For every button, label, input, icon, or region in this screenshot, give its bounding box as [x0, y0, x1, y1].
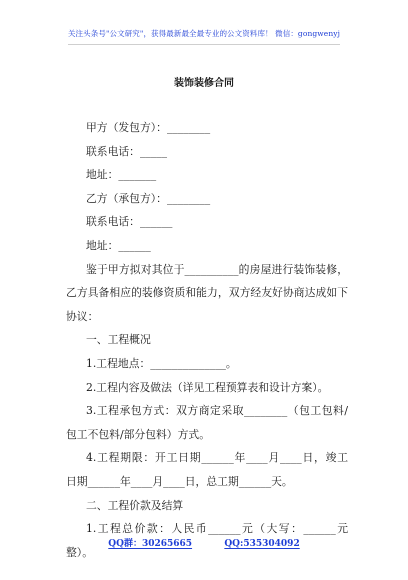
- contract-line: 2.工程内容及做法（详见工程预算表和设计方案）。: [86, 380, 329, 394]
- contract-body: [66, 116, 348, 564]
- contract-line: 乙方（承包方）：________: [86, 191, 211, 205]
- contract-line: 一、工程概况: [86, 333, 151, 347]
- contract-line: 鉴于甲方拟对其位于__________的房屋进行装饰装修，: [86, 262, 348, 276]
- qq-group-text: QQ群：30265665: [108, 539, 193, 549]
- contract-line: 甲方（发包方）：________: [86, 121, 211, 134]
- contract-line: 4.工程期限：开工日期______年____月____日，竣工: [86, 451, 348, 465]
- qq-contact-text: QQ:535304092: [224, 539, 300, 549]
- header-divider: [68, 44, 340, 45]
- contract-line: 协议：: [66, 309, 99, 323]
- contract-line: 日期______年____月____日，总工期______天。: [66, 474, 293, 488]
- contract-line: 乙方具备相应的装修资质和能力，双方经友好协商达成如下: [66, 286, 348, 300]
- contract-line: 1.工程总价款：人民币______元（大写：______元: [86, 522, 348, 536]
- document-title: 装饰装修合同: [174, 78, 234, 89]
- contract-line: 3.工程承包方式：双方商定采取________（包工包料/: [86, 404, 348, 418]
- contract-line: 联系电话：______: [86, 215, 173, 229]
- contract-line: 地址：_______: [86, 168, 157, 182]
- contract-line: 地址：______: [86, 238, 151, 252]
- header-note: 关注头条号"公文研究"，获得最新最全最专业的公文资料库！ 微信：gongwenyj: [67, 29, 341, 38]
- contract-line: 联系电话：_____: [86, 144, 167, 158]
- contract-line: 1.工程地点：______________。: [86, 356, 237, 370]
- contract-line: 整）。: [66, 545, 93, 559]
- contract-line: 包工不包料/部分包料）方式。: [66, 427, 210, 441]
- contract-line: 二、工程价款及结算: [86, 498, 184, 512]
- footer: [0, 536, 408, 549]
